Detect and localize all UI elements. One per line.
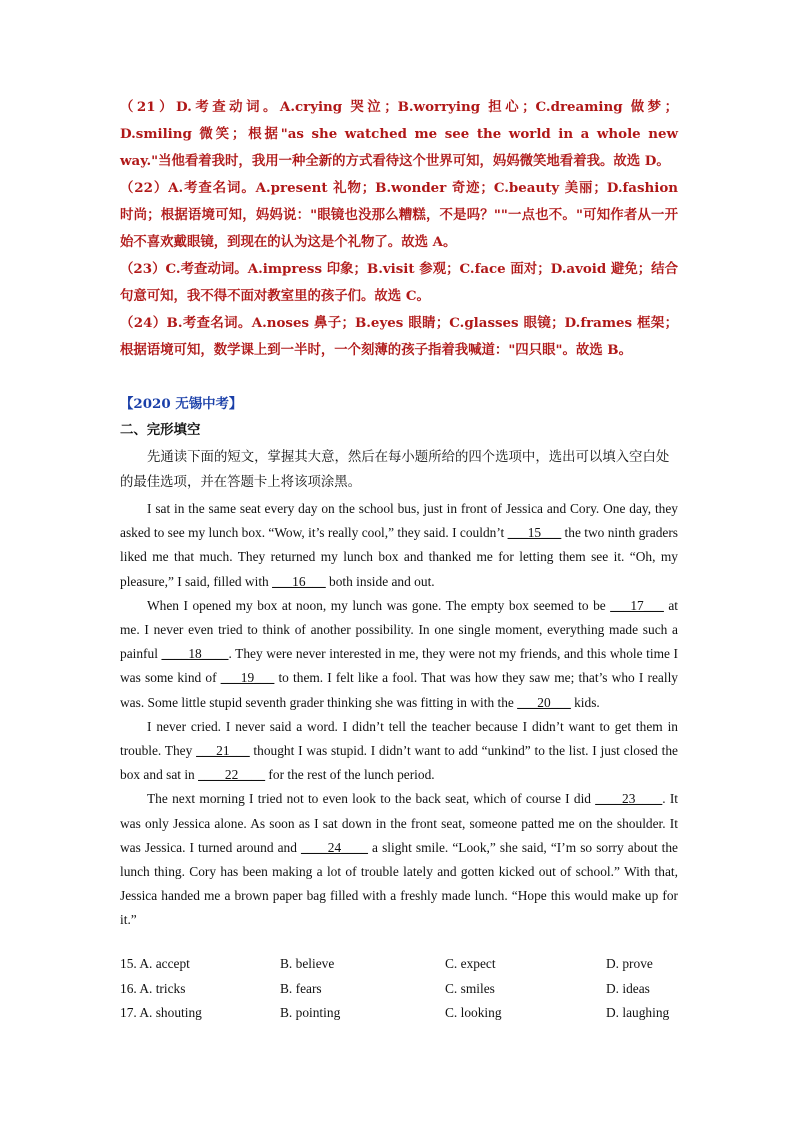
blank-21: ___21___ [196,743,250,759]
section-heading: 二、完形填空 [120,422,201,438]
cloze-passage [120,497,678,933]
passage-paragraph-4 [120,787,678,932]
blank-22: ____22____ [198,767,266,783]
source-heading: 【2020 无锡中考】 [120,396,243,412]
blank-24: ____24____ [301,839,368,855]
blank-20: ___20___ [517,694,571,710]
option-15-c: C. expect [445,956,496,971]
question-17-options [120,1005,680,1030]
passage-text: both inside and out. [325,573,435,589]
option-16-c: C. smiles [445,980,495,996]
option-16-d: D. ideas [606,980,650,996]
passage-text: When I opened my box at noon, my lunch was gone. The empty box seemed to be [147,597,611,613]
option-17-a: 17. A. shouting [120,1005,202,1020]
question-15-options [120,956,680,981]
question-16-options [120,981,680,1006]
passage-text: to them. I felt like a fool. That was how they saw me; that’s who I really was. Some little stupid seventh grader thinking she was fitting in with the [120,670,678,710]
blank-17: ___17___ [610,597,664,613]
passage-text: at me. I never even tried to think of another possibility. In one single moment, everything made such a painful [120,597,678,662]
option-16-a: 16. A. tricks [120,980,186,996]
passage-text: I sat in the same seat every day on the school bus, just in front of Jessica and Cory. One day, they asked to see my lunch box. “Wow, it’s really cool,” they said. I couldn’t [120,501,678,541]
passage-text: for the rest of the lunch period. [265,767,435,783]
blank-15: ___15___ [507,525,562,541]
instructions: 先通读下面的短文，掌握其大意，然后在每小题所给的四个选项中，选出可以填入空白处的最佳选项，并在答题卡上将该项涂黑。 [120,450,670,490]
option-17-d: D. laughing [606,1005,670,1020]
explanation-22: （22）A.考查名词。A.present 礼物；B.wonder 奇迹；C.beauty 美丽；D.fashion 时尚；根据语境可知，妈妈说："眼镜也没那么糟糕，不是吗？""一点也不。"可知作者从一开始不喜欢戴眼镜，到现在的认为这是个礼物了。故选 A。 [120,180,678,250]
explanation-24: （24）B.考查名词。A.noses 鼻子；B.eyes 眼睛；C.glasses 眼镜；D.frames 框架；根据语境可知，数学课上到一半时，一个刻薄的孩子指着我喊道："四只眼"。故选 B。 [120,315,678,358]
explanation-21: （21）D.考查动词。A.crying 哭泣；B.worrying 担心；C.dreaming 做梦；D.smiling 微笑；根据"as she watched me see the world in a whole new way."当他看着我时，我用一种全新的方式看待这个世界可知，妈妈微笑地看着我。故选 D。 [120,99,678,169]
passage-text: thought I was stupid. I didn’t want to add “unkind” to the list. I just closed the box and sat in [120,743,678,783]
option-15-d: D. prove [606,956,653,971]
passage-text: the two ninth graders liked me that much. They returned my lunch box and thanked me for letting them see it. “Oh, my pleasure,” I said, filled with [120,525,679,589]
option-15-b: B. believe [280,956,335,971]
option-17-b: B. pointing [280,1005,341,1020]
passage-text: . It was only Jessica alone. As soon as I sat down in the front seat, someone patted me on the shoulder. It was Jessica. I turned around and [120,791,678,855]
passage-paragraph-1 [120,497,678,594]
option-16-b: B. fears [280,980,322,996]
answer-explanations [120,94,678,364]
blank-18: ____18____ [161,646,229,662]
blank-16: ___16___ [272,573,326,589]
blank-23: ____23____ [595,791,663,807]
passage-text: a slight smile. “Look,” she said, “I’m so sorry about the lunch thing. Cory has been making a lot of trouble lately and gotten kicked out of school.” With that, Jessica handed me a brown paper bag filled with a freshly made lunch. “Hope this would make up for it.” [120,839,678,928]
passage-text: The next morning I tried not to even look to the back seat, which of course I did [147,791,596,807]
option-17-c: C. looking [445,1005,502,1020]
passage-paragraph-2 [120,594,678,715]
blank-19: ___19___ [220,670,275,686]
passage-text: kids. [570,694,600,710]
explanation-23: （23）C.考查动词。A.impress 印象；B.visit 参观；C.face 面对；D.avoid 避免；结合句意可知，我不得不面对教室里的孩子们。故选 C。 [120,261,678,304]
answer-options [120,956,680,1030]
passage-text: . They were never interested in me, they were not my friends, and this whole time I was some kind of [120,646,678,686]
passage-paragraph-3 [120,715,678,788]
passage-text: I never cried. I never said a word. I didn’t tell the teacher because I didn’t want to get them in trouble. They [120,718,678,759]
option-15-a: 15. A. accept [120,956,190,971]
